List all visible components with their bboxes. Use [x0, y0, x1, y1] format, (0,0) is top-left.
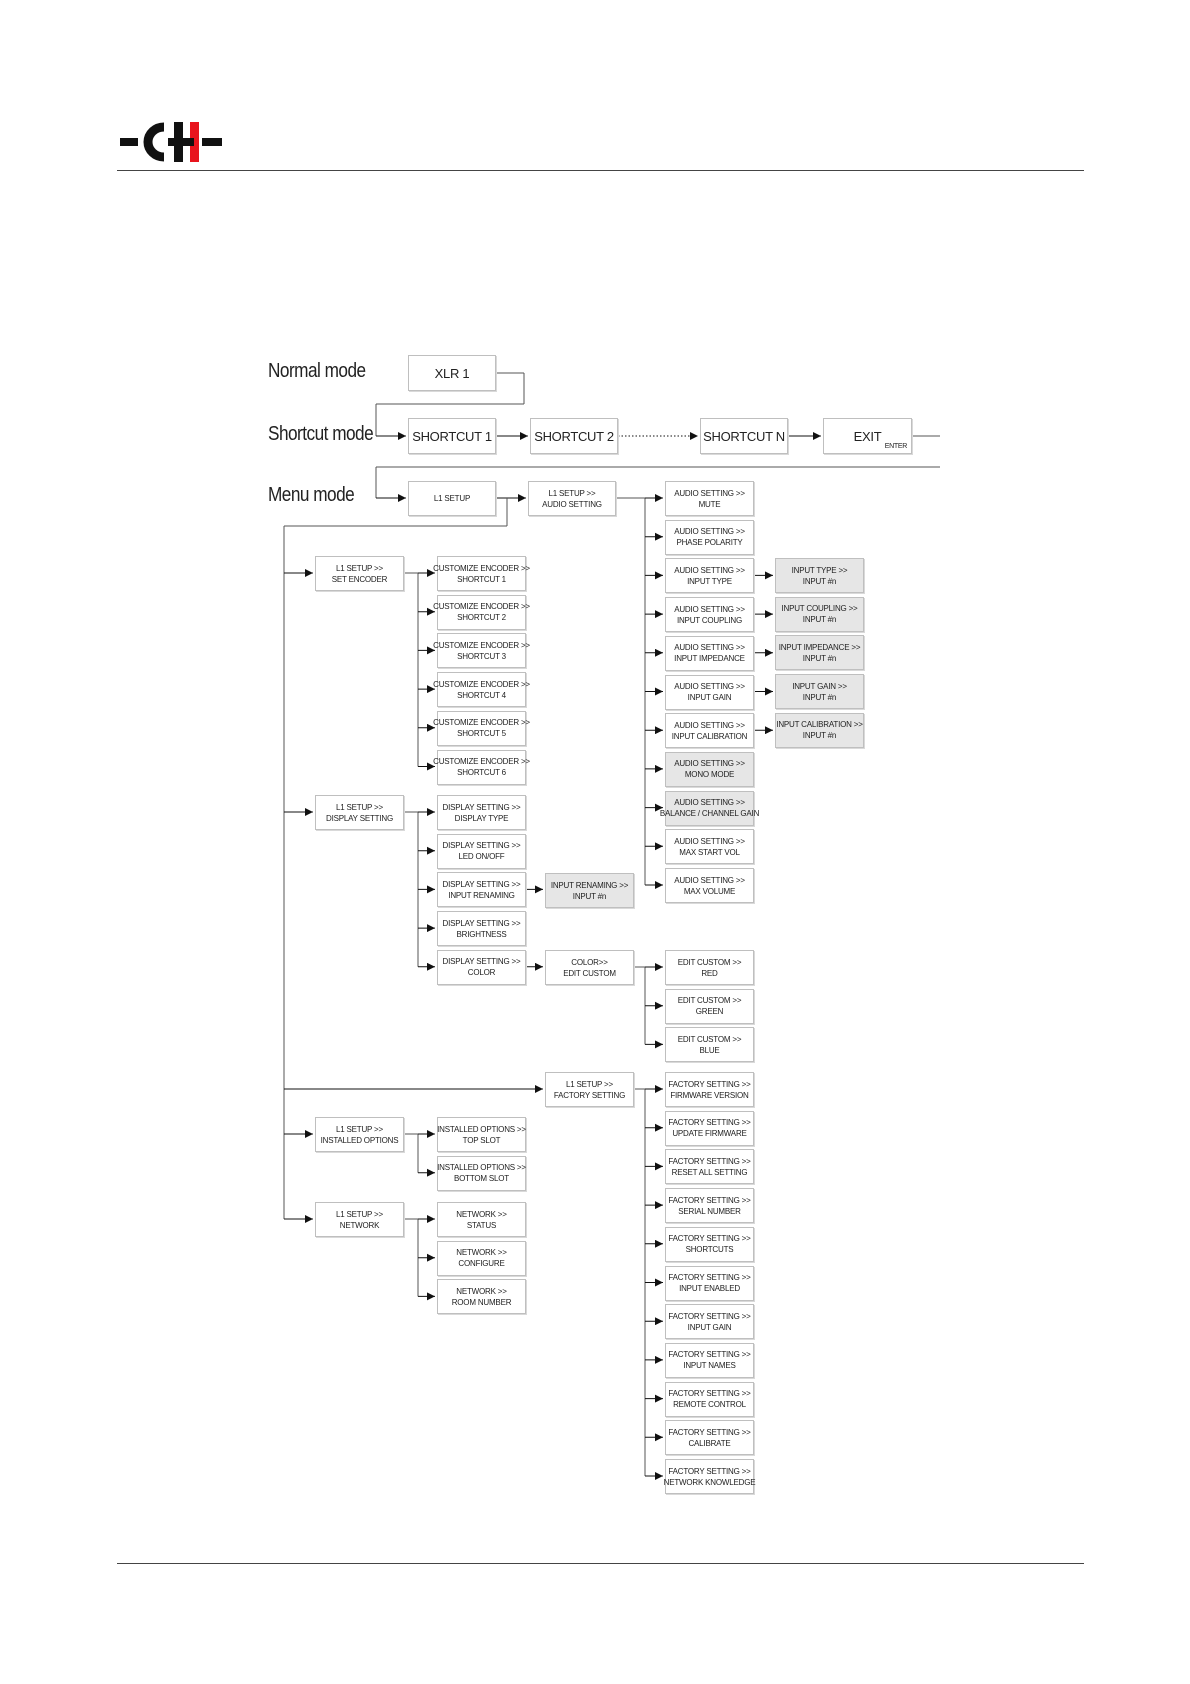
box-line-2: COLOR: [467, 968, 496, 978]
box-line-1: AUDIO SETTING >>: [674, 604, 745, 614]
xlr1-label: XLR 1: [434, 365, 470, 381]
box-line-2: UPDATE FIRMWARE: [672, 1129, 747, 1139]
audio-item-box: [665, 481, 754, 516]
box-line-2: INPUT CALIBRATION: [671, 731, 748, 741]
box-line-1: L1 SETUP >>: [548, 488, 596, 498]
encoder-shortcut-box: [433, 595, 530, 630]
display-item-box: [437, 795, 526, 830]
box-line-2: CALIBRATE: [688, 1438, 731, 1448]
shortcutn-label: SHORTCUT N: [703, 428, 785, 444]
set-encoder-box: [315, 556, 404, 591]
box-line-1: AUDIO SETTING >>: [674, 643, 745, 653]
display-item-box: [437, 950, 526, 985]
box-line-1: AUDIO SETTING >>: [674, 682, 745, 691]
l1-setup-box: [408, 481, 496, 516]
box-line-2: SHORTCUT 3: [457, 651, 506, 661]
box-line-1: INPUT TYPE >>: [791, 565, 848, 575]
box-line-1: CUSTOMIZE ENCODER >>: [433, 679, 530, 689]
network-box: [315, 1202, 404, 1237]
box-line-1: AUDIO SETTING >>: [674, 527, 745, 537]
box-line-2: STATUS: [466, 1220, 497, 1230]
box-line-2: DISPLAY SETTING: [326, 813, 393, 823]
box-line-1: CUSTOMIZE ENCODER >>: [433, 757, 530, 766]
box-line-2: NETWORK KNOWLEDGE: [663, 1477, 756, 1487]
box-line-2: MAX VOLUME: [683, 886, 736, 896]
network-item-box: [437, 1202, 526, 1237]
installed-option-box: [437, 1156, 526, 1191]
factory-setting-box: [545, 1072, 634, 1107]
box-line-1: FACTORY SETTING >>: [668, 1195, 751, 1205]
display-setting-box: [315, 795, 404, 830]
audio-item-box: [665, 520, 754, 555]
box-line-2: INPUT #n: [572, 891, 607, 901]
box-line-2: SHORTCUT 2: [457, 613, 506, 623]
l1-setup-label: L1 SETUP: [433, 494, 471, 503]
network-item-box: [437, 1279, 526, 1314]
box-line-2: AUDIO SETTING: [542, 499, 602, 509]
normal-mode-label: Normal mode: [268, 360, 366, 382]
network-item-box: [437, 1241, 526, 1276]
display-item-box: [437, 872, 526, 907]
box-line-2: INPUT TYPE: [687, 576, 732, 586]
box-line-2: BALANCE / CHANNEL GAIN: [659, 809, 760, 819]
box-line-2: RED: [701, 968, 718, 978]
box-line-2: LED ON/OFF: [458, 852, 505, 862]
box-line-2: PHASE POLARITY: [676, 538, 743, 548]
box-line-1: INPUT GAIN >>: [792, 681, 847, 691]
box-line-1: DISPLAY SETTING >>: [442, 879, 521, 889]
box-line-1: EDIT CUSTOM >>: [677, 957, 742, 967]
box-line-1: L1 SETUP >>: [335, 1124, 383, 1134]
display-item-box: [437, 834, 526, 869]
encoder-shortcut-box: [433, 556, 530, 591]
input-sub-box: [775, 674, 864, 709]
box-line-1: CUSTOMIZE ENCODER >>: [433, 563, 530, 573]
xlr1-box: [408, 355, 496, 391]
box-line-1: FACTORY SETTING >>: [668, 1466, 751, 1476]
box-line-2: SHORTCUT 5: [457, 729, 506, 739]
input-sub-box: [775, 713, 864, 748]
box-line-1: L1 SETUP >>: [335, 1209, 383, 1219]
box-line-1: DISPLAY SETTING >>: [442, 957, 521, 967]
box-line-1: FACTORY SETTING >>: [668, 1234, 751, 1244]
box-line-1: DISPLAY SETTING >>: [442, 841, 521, 851]
box-line-1: FACTORY SETTING >>: [668, 1079, 751, 1089]
box-line-1: INPUT COUPLING >>: [781, 604, 858, 614]
box-line-1: NETWORK >>: [456, 1209, 507, 1219]
box-line-1: AUDIO SETTING >>: [674, 488, 745, 498]
box-line-1: INSTALLED OPTIONS >>: [437, 1124, 526, 1134]
factory-item-box: [665, 1188, 754, 1223]
box-line-2: EDIT CUSTOM: [563, 968, 616, 978]
box-line-1: FACTORY SETTING >>: [668, 1311, 751, 1321]
factory-item-box: [665, 1266, 754, 1301]
shortcut1-label: SHORTCUT 1: [412, 428, 492, 444]
box-line-1: CUSTOMIZE ENCODER >>: [433, 640, 530, 650]
input-renaming-box: [545, 873, 634, 908]
box-line-2: INPUT #n: [802, 615, 837, 625]
factory-item-box: [665, 1227, 754, 1262]
audio-item-box: [665, 558, 754, 593]
box-line-2: INPUT GAIN: [687, 693, 732, 702]
box-line-2: NETWORK: [339, 1220, 380, 1230]
shortcut2-box: [530, 418, 618, 454]
input-sub-box: [775, 558, 864, 593]
box-line-1: L1 SETUP >>: [335, 802, 383, 812]
installed-option-box: [437, 1117, 526, 1152]
factory-item-box: [665, 1111, 754, 1146]
edit-custom-box: [665, 989, 754, 1024]
box-line-1: NETWORK >>: [456, 1248, 507, 1258]
exit-box: [823, 418, 912, 454]
box-line-2: INPUT #n: [802, 731, 837, 741]
box-line-2: BLUE: [699, 1045, 720, 1055]
audio-setting-box: [528, 481, 616, 516]
box-line-1: INPUT IMPEDANCE >>: [778, 642, 861, 652]
audio-item-box: [665, 713, 754, 748]
menu-mode-label: Menu mode: [268, 484, 355, 506]
box-line-1: EDIT CUSTOM >>: [677, 996, 742, 1006]
box-line-1: NETWORK >>: [456, 1286, 507, 1296]
box-line-1: COLOR>>: [571, 957, 608, 967]
box-line-2: SHORTCUT 1: [457, 574, 506, 584]
box-line-1: AUDIO SETTING >>: [674, 759, 745, 769]
box-line-2: INPUT GAIN: [687, 1322, 732, 1332]
box-line-1: AUDIO SETTING >>: [674, 836, 745, 846]
box-line-2: FACTORY SETTING: [553, 1090, 626, 1100]
box-line-1: FACTORY SETTING >>: [668, 1156, 751, 1166]
input-sub-box: [775, 635, 864, 670]
encoder-shortcut-box: [433, 711, 530, 746]
encoder-shortcut-box: [433, 672, 530, 707]
edit-custom-box: [665, 950, 754, 985]
box-line-2: CONFIGURE: [458, 1259, 505, 1269]
box-line-1: AUDIO SETTING >>: [674, 798, 745, 808]
audio-item-box: [665, 675, 754, 710]
box-line-2: ROOM NUMBER: [451, 1297, 512, 1307]
box-line-1: CUSTOMIZE ENCODER >>: [433, 602, 530, 612]
box-line-2: INPUT #n: [802, 576, 837, 586]
box-line-1: FACTORY SETTING >>: [668, 1273, 751, 1282]
box-line-2: DISPLAY TYPE: [454, 813, 509, 823]
box-line-1: AUDIO SETTING >>: [674, 720, 745, 730]
box-line-2: INPUT #n: [802, 692, 837, 702]
factory-item-box: [665, 1149, 754, 1184]
box-line-1: FACTORY SETTING >>: [668, 1427, 751, 1437]
color-box: [545, 950, 634, 985]
shortcut-mode-label: Shortcut mode: [268, 423, 374, 445]
box-line-2: SHORTCUTS: [685, 1245, 734, 1255]
input-sub-box: [775, 597, 864, 632]
box-line-2: TOP SLOT: [462, 1135, 501, 1145]
audio-item-box: [665, 597, 754, 632]
box-line-2: SET ENCODER: [331, 574, 388, 584]
shortcutn-box: [700, 418, 788, 454]
shortcut1-box: [408, 418, 496, 454]
box-line-2: INPUT ENABLED: [679, 1284, 740, 1293]
encoder-shortcut-box: [433, 750, 530, 785]
edit-custom-box: [665, 1027, 754, 1062]
box-line-2: INPUT COUPLING: [676, 615, 743, 625]
box-line-1: CUSTOMIZE ENCODER >>: [433, 718, 530, 728]
box-line-2: RESET ALL SETTING: [671, 1167, 748, 1177]
display-item-box: [437, 911, 526, 946]
audio-item-box: [665, 752, 754, 787]
box-line-1: FACTORY SETTING >>: [668, 1389, 751, 1399]
box-line-2: BRIGHTNESS: [456, 929, 507, 939]
factory-item-box: [665, 1072, 754, 1107]
audio-item-box: [665, 868, 754, 903]
box-line-2: INPUT RENAMING: [448, 890, 515, 900]
box-line-1: EDIT CUSTOM >>: [677, 1034, 742, 1044]
enter-label: ENTER: [884, 443, 907, 450]
box-line-2: MUTE: [698, 499, 721, 509]
factory-item-box: [665, 1382, 754, 1417]
factory-item-box: [665, 1459, 754, 1494]
box-line-1: INSTALLED OPTIONS >>: [437, 1163, 526, 1173]
factory-item-box: [665, 1420, 754, 1455]
box-line-2: INPUT NAMES: [683, 1361, 736, 1371]
box-line-2: MAX START VOL: [679, 847, 740, 857]
box-line-2: SHORTCUT 6: [457, 768, 506, 777]
box-line-1: L1 SETUP >>: [565, 1079, 613, 1089]
exit-label: EXIT: [853, 428, 882, 444]
box-line-2: INPUT #n: [802, 653, 837, 663]
box-line-2: FIRMWARE VERSION: [670, 1090, 749, 1100]
box-line-2: GREEN: [695, 1007, 724, 1017]
box-line-2: MONO MODE: [684, 770, 735, 780]
box-line-1: INPUT RENAMING >>: [550, 880, 629, 890]
box-line-1: INPUT CALIBRATION >>: [776, 720, 863, 730]
box-line-2: INSTALLED OPTIONS: [320, 1135, 399, 1145]
box-line-2: BOTTOM SLOT: [454, 1174, 509, 1184]
factory-item-box: [665, 1304, 754, 1339]
factory-item-box: [665, 1343, 754, 1378]
encoder-shortcut-box: [433, 633, 530, 668]
box-line-2: INPUT IMPEDANCE: [674, 654, 745, 664]
box-line-1: FACTORY SETTING >>: [668, 1350, 751, 1360]
box-line-2: SERIAL NUMBER: [678, 1206, 741, 1216]
box-line-2: REMOTE CONTROL: [673, 1400, 746, 1410]
audio-item-box: [665, 829, 754, 864]
audio-item-box: [665, 636, 754, 671]
box-line-1: AUDIO SETTING >>: [674, 565, 745, 575]
box-line-1: DISPLAY SETTING >>: [442, 802, 521, 812]
box-line-1: DISPLAY SETTING >>: [442, 918, 521, 928]
box-line-1: L1 SETUP >>: [335, 563, 383, 573]
box-line-2: SHORTCUT 4: [457, 690, 506, 700]
box-line-1: FACTORY SETTING >>: [668, 1118, 751, 1128]
shortcut2-label: SHORTCUT 2: [534, 428, 614, 444]
audio-item-box: [659, 791, 760, 826]
box-line-1: AUDIO SETTING >>: [674, 875, 745, 885]
installed-options-box: [315, 1117, 404, 1152]
